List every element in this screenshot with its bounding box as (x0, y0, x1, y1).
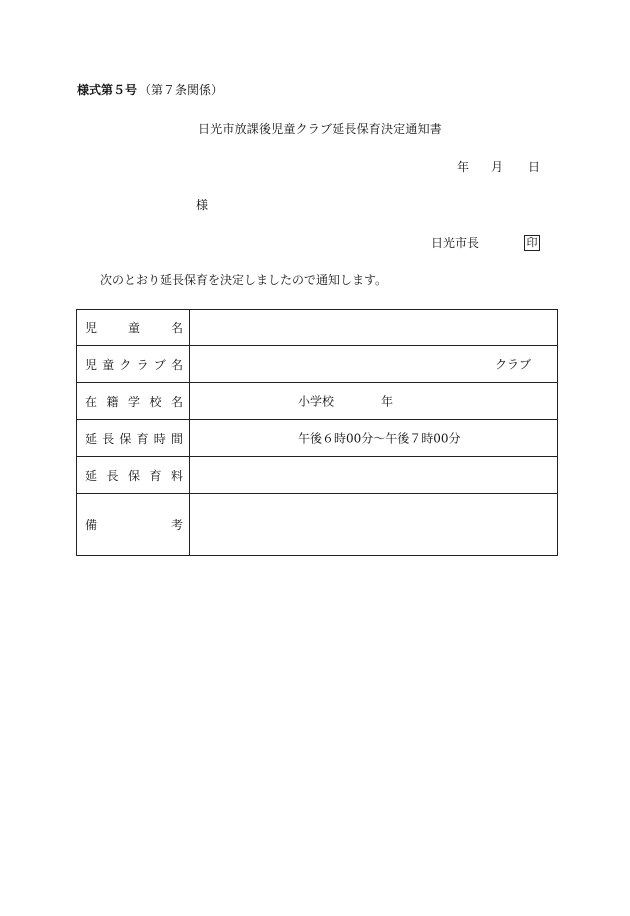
table-row-child-name (77, 310, 558, 346)
label-extended-fee (77, 457, 190, 494)
label-char: 在 (85, 394, 98, 409)
label-char: 備 (85, 518, 98, 532)
label-char: ブ (153, 357, 166, 372)
seal-mark: 印 (524, 235, 540, 251)
label-club-name (77, 346, 190, 383)
value-club-name (190, 346, 558, 383)
table-row-school (77, 383, 558, 420)
form-relation: （第７条関係） (139, 83, 224, 97)
label-char: 育 (136, 431, 149, 446)
label-char: 保 (127, 468, 140, 483)
table-row-extended-hours (77, 420, 558, 457)
label-char: 童 (127, 321, 140, 335)
label-char: 考 (170, 518, 183, 532)
grade-suffix: 年 (381, 394, 394, 409)
label-char: 名 (170, 357, 183, 372)
label-char: 間 (170, 431, 183, 446)
label-extended-hours (77, 420, 190, 457)
addressee-suffix: 様 (196, 198, 209, 212)
label-char: ラ (136, 357, 149, 372)
label-char: 校 (149, 394, 162, 409)
label-school (77, 383, 190, 420)
label-char: 長 (102, 431, 115, 446)
school-suffix: 小学校 (298, 394, 335, 409)
label-char: 延 (85, 468, 98, 483)
value-extended-hours (190, 420, 558, 457)
label-char: 名 (170, 321, 183, 335)
club-suffix: クラブ (495, 357, 532, 372)
date-month-label: 月 (491, 160, 504, 174)
label-remarks (77, 494, 190, 556)
table-row-extended-fee (77, 457, 558, 494)
label-char: 延 (85, 431, 98, 446)
notice-table (76, 309, 558, 556)
value-remarks (190, 494, 558, 556)
label-char: 時 (153, 431, 166, 446)
form-number: 様式第５号 (77, 83, 138, 97)
label-char: 児 (85, 321, 98, 335)
label-child-name (77, 310, 190, 346)
label-char: 料 (170, 468, 183, 483)
label-char: 籍 (106, 394, 119, 409)
date-day-label: 日 (528, 160, 541, 174)
label-char: ク (119, 357, 132, 372)
date-year-label: 年 (457, 160, 470, 174)
value-extended-fee (190, 457, 558, 494)
issuer-title: 日光市長 (431, 236, 480, 250)
label-char: 名 (170, 394, 183, 409)
extended-hours-text: 午後６時00分～午後７時00分 (298, 431, 461, 446)
value-child-name (190, 310, 558, 346)
label-char: 学 (127, 394, 140, 409)
label-char: 童 (102, 357, 115, 372)
label-char: 保 (119, 431, 132, 446)
label-char: 児 (85, 357, 98, 372)
table-row-remarks (77, 494, 558, 556)
table-row-club-name (77, 346, 558, 383)
label-char: 育 (149, 468, 162, 483)
label-char: 長 (106, 468, 119, 483)
document-title: 日光市放課後児童クラブ延長保育決定通知書 (198, 122, 443, 136)
value-school (190, 383, 558, 420)
intro-text: 次のとおり延長保育を決定しましたので通知します。 (100, 273, 388, 287)
